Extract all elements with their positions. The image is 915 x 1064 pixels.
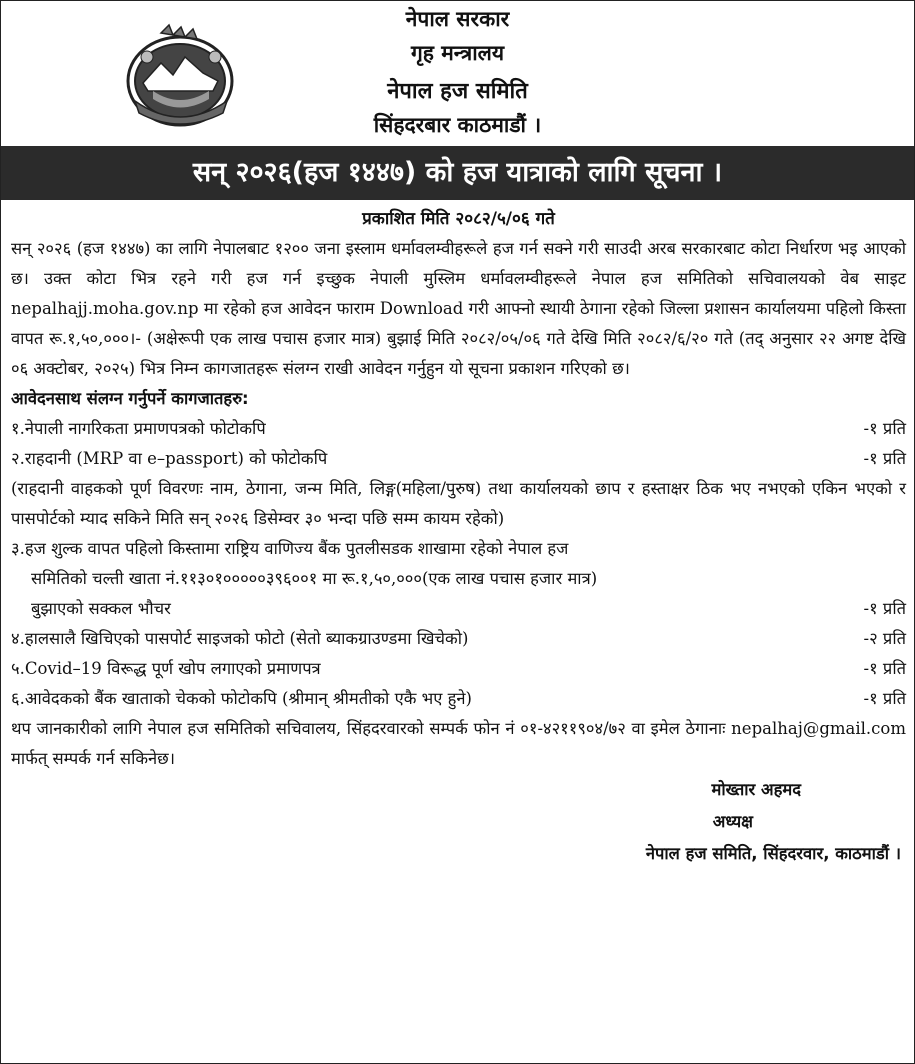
header-line-1: नेपाल सरकार (405, 7, 510, 31)
item3-line-3: बुझाएको सक्कल भौचर (31, 599, 171, 618)
list-item (11, 624, 906, 654)
list-item (11, 444, 906, 474)
list-item-qty: -१ प्रति (863, 689, 906, 708)
header (1, 1, 914, 146)
signature-block (11, 774, 906, 870)
header-line-2: गृह मन्त्रालय (410, 41, 505, 65)
list-item-qty: -१ प्रति (863, 419, 906, 438)
list-item (11, 414, 906, 444)
list-item-qty: -१ प्रति (863, 449, 906, 468)
documents-heading: आवेदनसाथ संलग्न गर्नुपर्ने कागजातहरु: (11, 389, 249, 408)
list-item-text: १.नेपाली नागरिकता प्रमाणपत्रको फोटोकपि (11, 419, 266, 438)
list-item-text: ४.हालसालै खिचिएको पासपोर्ट साइजको फोटो (सेतो ब्याकग्राउण्डमा खिचेको) (11, 629, 469, 648)
list-item-qty: -१ प्रति (863, 659, 906, 678)
list-item (11, 534, 906, 624)
item3-line-3-row (11, 594, 906, 624)
list-item-text: २.राहदानी (MRP वा e–passport) को फोटोकपि (11, 449, 328, 468)
header-line-3: नेपाल हज समिति (387, 79, 528, 104)
contact-paragraph: थप जानकारीको लागि नेपाल हज समितिको सचिवालय, सिंहदरवारको सम्पर्क फोन नं ०१-४२११९०४/७२ वा इमेल ठेगानाः nepalhaj@gmail.com मार्फत् सम्पर्क गर्न सकिनेछ। (11, 719, 906, 768)
notice-body (11, 204, 906, 870)
list-item-qty: -२ प्रति (863, 629, 906, 648)
item3-line-1: ३.हज शुल्क वापत पहिलो किस्तामा राष्ट्रिय वाणिज्य बैंक पुतलीसडक शाखामा रहेको नेपाल हज (11, 539, 569, 558)
signatory-title: अध्यक्ष (712, 812, 753, 831)
item3-line-2: समितिको चल्ती खाता नं.११३०१०००००३९६००१ मा रू.१,५०,०००(एक लाख पचास हजार मात्र) (31, 569, 598, 588)
intro-paragraph: सन् २०२६ (हज १४४७) का लागि नेपालबाट १२०० जना इस्लाम धर्मावलम्वीहरूले हज गर्न सक्ने गरी साउदी अरब सरकारबाट कोटा निर्धारण भइ आएको छ। उक्त कोटा भित्र रहने गरी हज गर्न इच्छुक नेपाली मुस्लिम धर्मावलम्वीहरूले नेपाल हज समितिको सचिवालयको वेब साइट nepalhajj.moha.gov.np मा रहेको हज आवेदन फाराम Download गरी आफ्नो स्थायी ठेगाना रहेको जिल्ला प्रशासन कार्यालयमा पहिलो किस्ता वापत रू.१,५०,०००।- (अक्षेरूपी एक लाख पचास हजार मात्र) बुझाई मिति २०८२/०५/०६ गते देखि मिति २०८२/६/२० गते (तद् अनुसार २२ अगष्ट देखि ०६ अक्टोबर, २०२५) भित्र निम्न कागजातहरू संलग्न राखी आवेदन गर्नुहुन यो सूचना प्रकाशन गरिएको छ। (11, 239, 906, 378)
list-item (11, 654, 906, 684)
list-item-qty: -१ प्रति (863, 599, 906, 618)
list-item-text: ६.आवेदकको बैंक खाताको चेकको फोटोकपि (श्रीमान् श्रीमतीको एकै भए हुने) (11, 689, 472, 708)
passport-note: (राहदानी वाहकको पूर्ण विवरणः नाम, ठेगाना, जन्म मिति, लिङ्ग(महिला/पुरुष) तथा कार्यालयको छाप र हस्ताक्षर ठिक भए नभएको एकिन भएको र पासपोर्टको म्याद सकिने मिति सन् २०२६ डिसेम्वर ३० भन्दा पछि सम्म कायम रहेको) (11, 479, 906, 528)
list-item-text: ५.Covid–19 विरूद्ध पूर्ण खोप लगाएको प्रमाणपत्र (11, 659, 321, 678)
list-item (11, 684, 906, 714)
signatory-name: मोख्तार अहमद (711, 780, 801, 799)
notice-title-banner: सन् २०२६(हज १४४७) को हज यात्राको लागि सूचना । (1, 146, 914, 200)
published-date: प्रकाशित मिति २०८२/५/०६ गते (362, 209, 555, 229)
header-line-4: सिंहदरबार काठमाडौं । (373, 113, 542, 137)
signatory-org: नेपाल हज समिति, सिंहदरवार, काठमाडौं । (645, 844, 901, 863)
